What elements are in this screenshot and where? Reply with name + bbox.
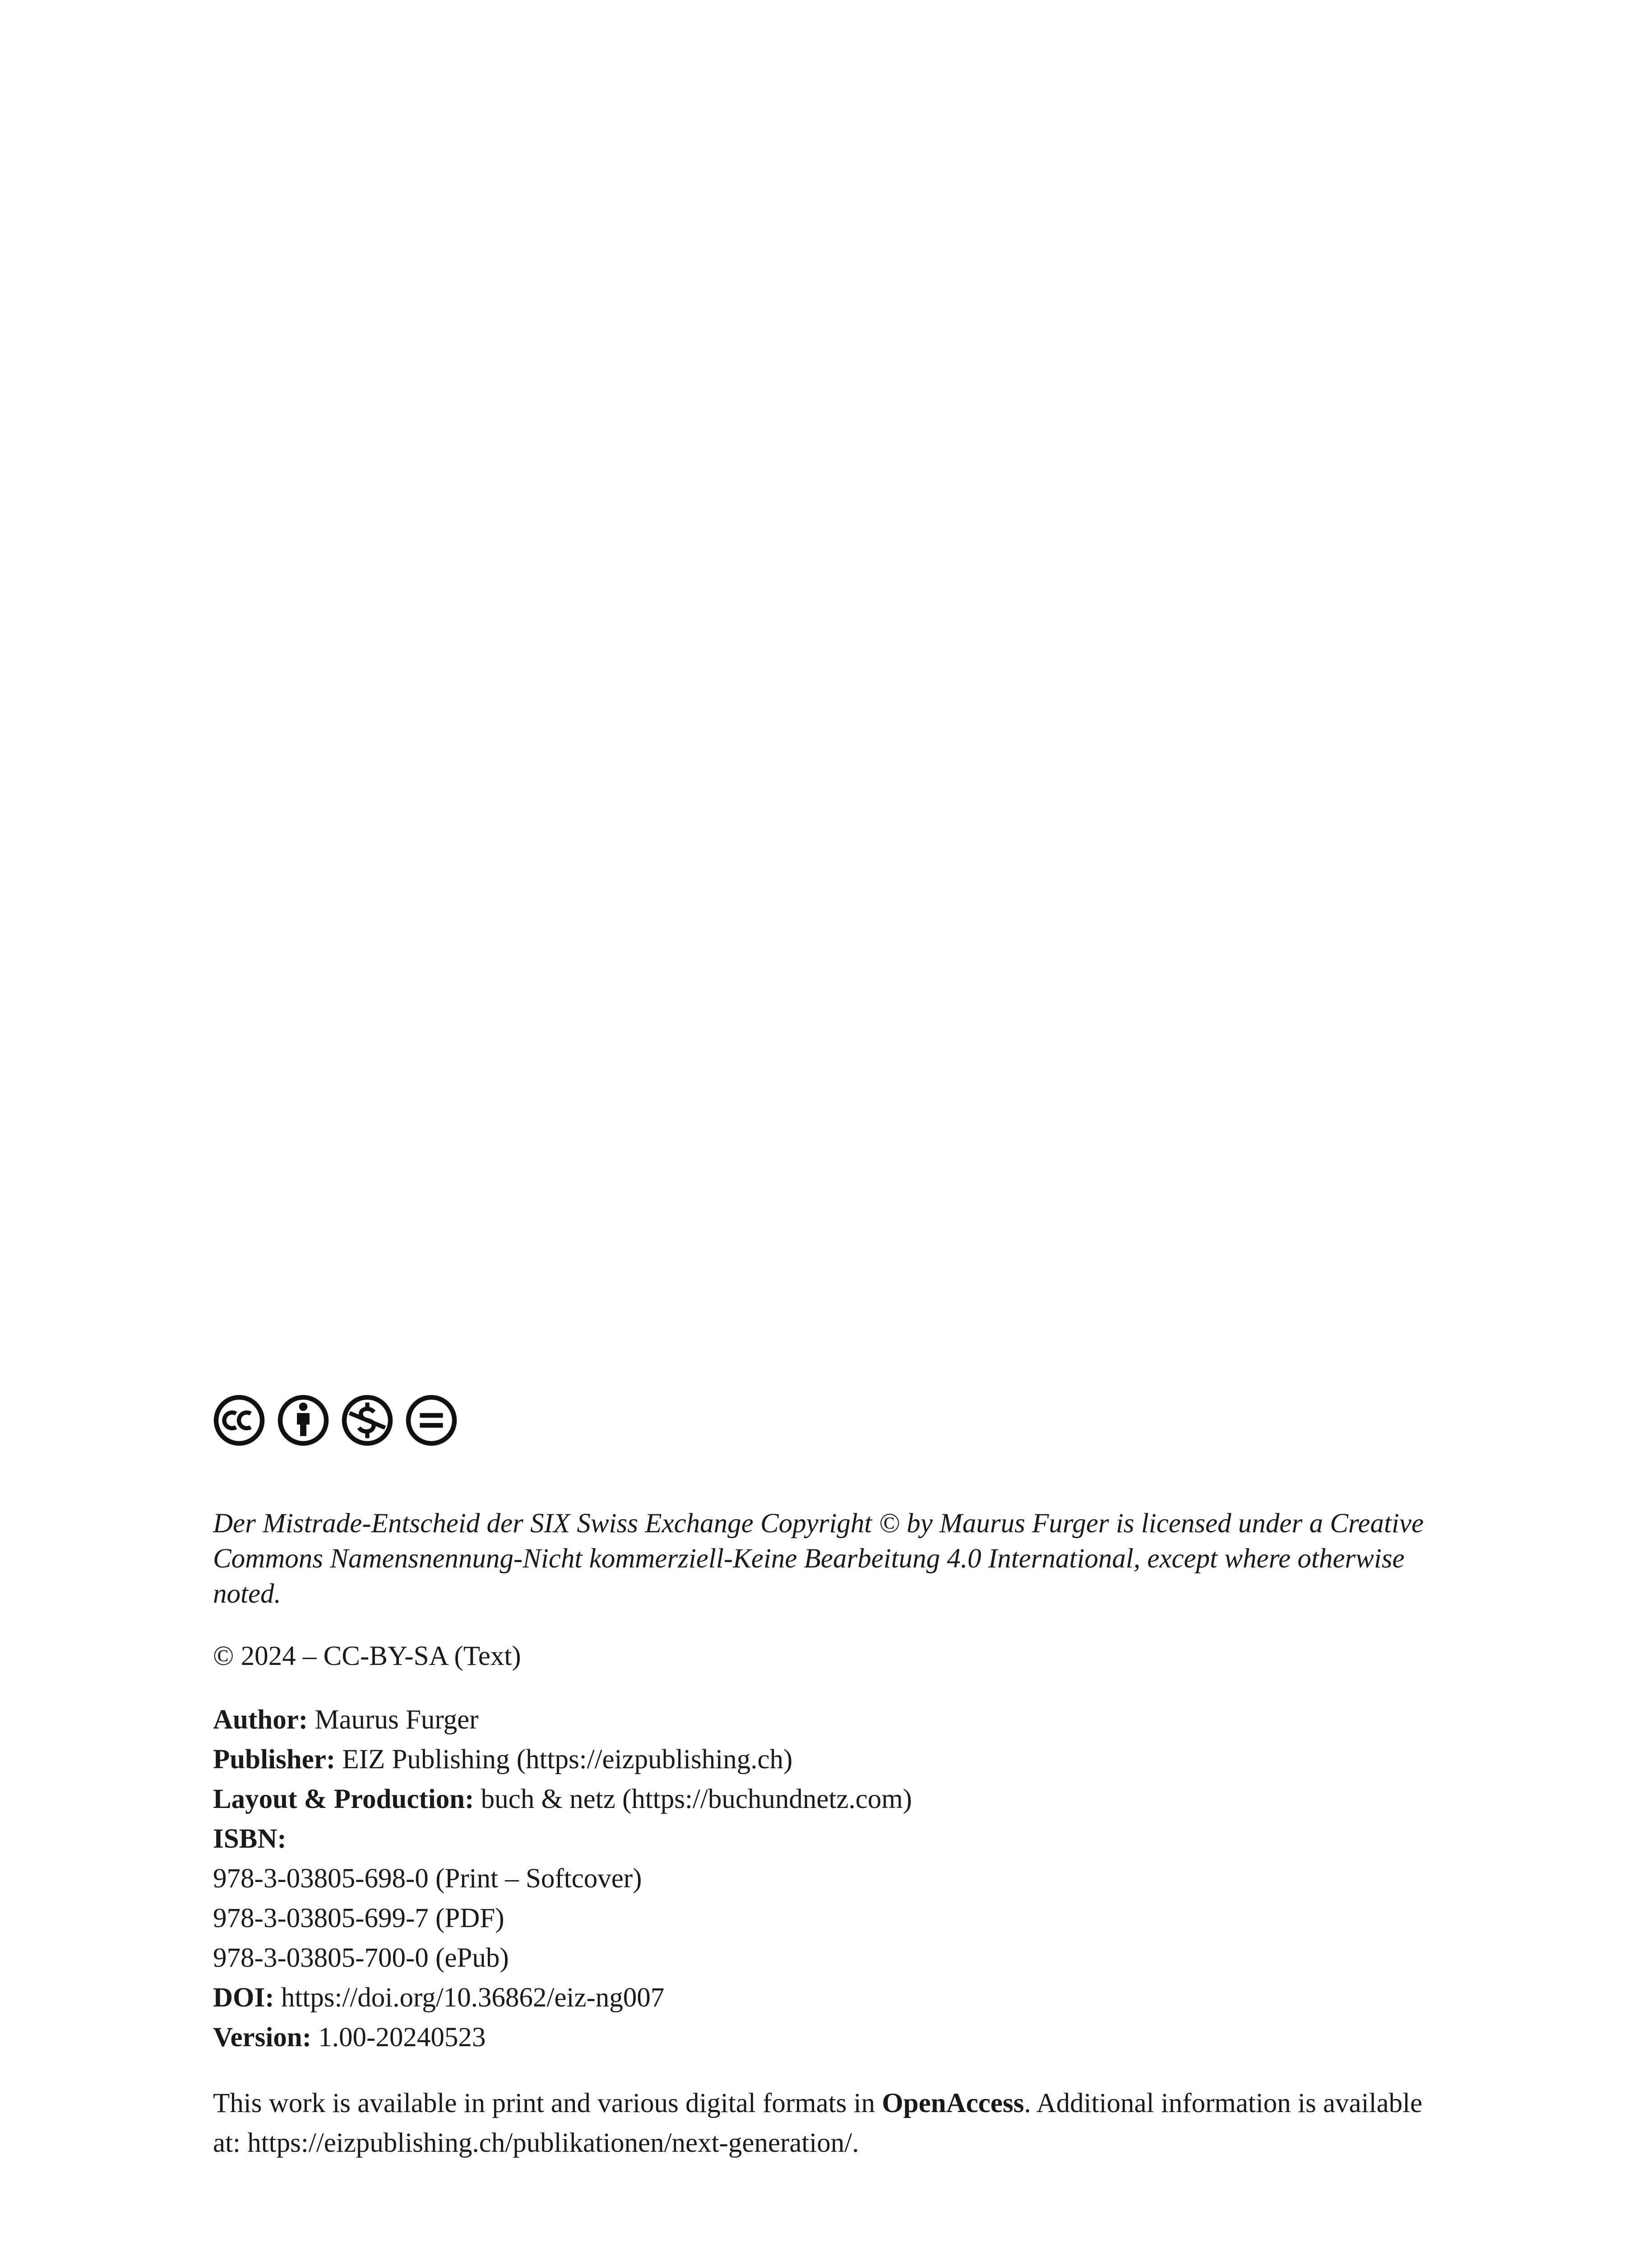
colophon: [213, 1394, 1458, 2163]
doi-line: [213, 1978, 1458, 2018]
version-value: 1.00-20240523: [311, 2022, 486, 2053]
layout-label: Layout & Production:: [213, 1784, 474, 1814]
nd-icon: [405, 1394, 458, 1447]
author-line: [213, 1700, 1458, 1740]
copyright-line: © 2024 – CC-BY-SA (Text): [213, 1641, 521, 1671]
author-label: Author:: [213, 1705, 308, 1735]
publisher-value: EIZ Publishing (https://eizpublishing.ch): [335, 1744, 793, 1775]
layout-production-line: [213, 1780, 1458, 1819]
license-badge: [213, 1394, 1458, 1447]
availability-note: [213, 2084, 1440, 2163]
publisher-line: [213, 1740, 1458, 1780]
nc-icon: [341, 1394, 393, 1447]
publication-metadata: [213, 1700, 1458, 2057]
isbn-pdf: 978-3-03805-699-7 (PDF): [213, 1903, 504, 1933]
layout-value: buch & netz (https://buchundnetz.com): [474, 1784, 912, 1814]
version-line: [213, 2018, 1458, 2057]
availability-prefix: This work is available in print and various digital formats in: [213, 2088, 882, 2118]
doi-value: https://doi.org/10.36862/eiz-ng007: [274, 1983, 665, 2013]
publisher-label: Publisher:: [213, 1744, 336, 1775]
version-label: Version:: [213, 2022, 312, 2053]
isbn-epub: 978-3-03805-700-0 (ePub): [213, 1943, 509, 1973]
openaccess-highlight: OpenAccess: [882, 2088, 1024, 2118]
isbn-line: [213, 1819, 1458, 1859]
isbn-label: ISBN:: [213, 1824, 287, 1854]
license-statement: Der Mistrade-Entscheid der SIX Swiss Exchange Copyright © by Maurus Furger is licensed under a Creative Commons Namensnennung-Nicht kommerziell-Keine Bearbeitung 4.0 International, except where otherwise noted.: [213, 1508, 1424, 1609]
cc-icon: [213, 1394, 265, 1447]
doi-label: DOI:: [213, 1983, 274, 2013]
by-icon: [277, 1394, 329, 1447]
availability-suffix: . Additional information is available at: https://eizpublishing.ch/publikationen/next-generation/.: [213, 2088, 1423, 2158]
isbn-print: 978-3-03805-698-0 (Print – Softcover): [213, 1863, 642, 1894]
author-value: Maurus Furger: [308, 1705, 479, 1735]
